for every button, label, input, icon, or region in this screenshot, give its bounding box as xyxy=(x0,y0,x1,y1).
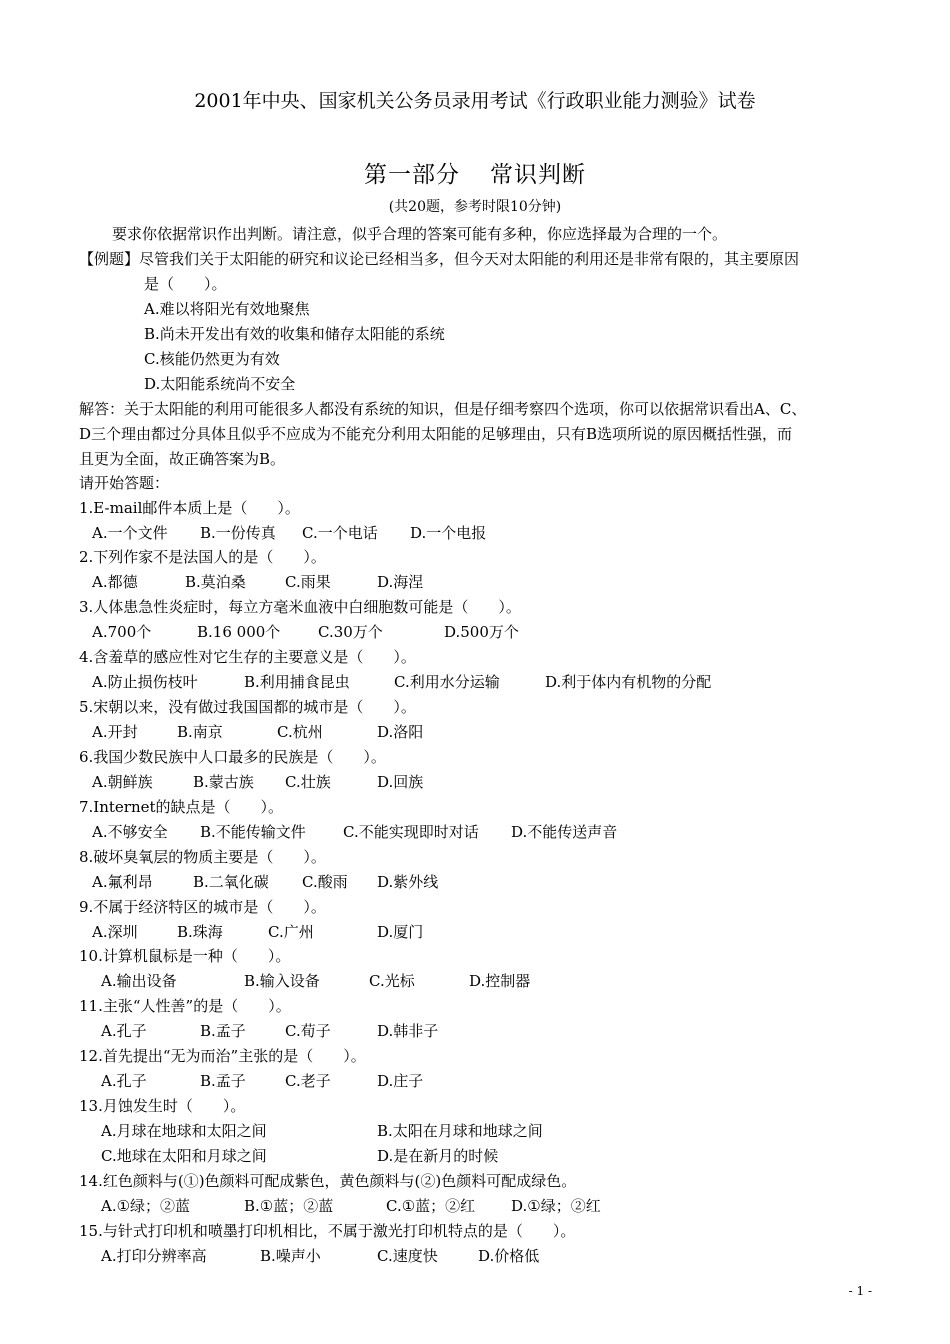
example-stem-line xyxy=(79,249,799,269)
question-option: B.莫泊桑 xyxy=(185,573,246,591)
instruction-text: 要求你依据常识作出判断。请注意，似乎合理的答案可能有多种，你应选择最为合理的一个。 xyxy=(112,225,728,243)
question-stem: 9.不属于经济特区的城市是（ ）。 xyxy=(79,898,326,916)
question-option: B.①蓝；②蓝 xyxy=(244,1197,334,1215)
question-option: A.700个 xyxy=(92,623,152,641)
question-option: B.珠海 xyxy=(177,923,223,941)
question-option: B.一份传真 xyxy=(200,524,276,542)
question-stem: 4.含羞草的感应性对它生存的主要意义是（ ）。 xyxy=(79,648,416,666)
question-option: C.广州 xyxy=(268,923,314,941)
question-option: A.深圳 xyxy=(92,923,138,941)
question-option: D.洛阳 xyxy=(377,723,424,741)
question-option: C.地球在太阳和月球之间 xyxy=(101,1147,267,1165)
question-option: A.一个文件 xyxy=(92,524,168,542)
question-option: B.输入设备 xyxy=(244,972,320,990)
question-option: C.雨果 xyxy=(285,573,331,591)
question-option: B.不能传输文件 xyxy=(200,823,306,841)
question-stem: 12.首先提出“无为而治”主张的是（ ）。 xyxy=(79,1047,366,1065)
question-option: A.输出设备 xyxy=(101,972,177,990)
question-option: D.一个电报 xyxy=(410,524,487,542)
question-option: C.一个电话 xyxy=(302,524,378,542)
document-title: 2001年中央、国家机关公务员录用考试《行政职业能力测验》试卷 xyxy=(194,90,756,112)
question-stem: 7.Internet的缺点是（ ）。 xyxy=(79,798,284,816)
answer-line: D三个理由都过分具体且似乎不应成为不能充分利用太阳能的足够理由，只有B选项所说的原因概括性强，而 xyxy=(79,425,793,443)
question-stem: 2.下列作家不是法国人的是（ ）。 xyxy=(79,548,326,566)
question-stem: 14.红色颜料与(①)色颜料可配成紫色，黄色颜料与(②)色颜料可配成绿色。 xyxy=(79,1172,577,1190)
question-option: D.厦门 xyxy=(377,923,424,941)
question-option: D.紫外线 xyxy=(377,873,439,891)
question-option: D.韩非子 xyxy=(377,1022,439,1040)
example-option-c: C.核能仍然更为有效 xyxy=(144,350,280,368)
question-option: D.利于体内有机物的分配 xyxy=(545,673,712,691)
example-stem: 尽管我们关于太阳能的研究和议论已经相当多，但今天对太阳能的利用还是非常有限的，其主要原因 xyxy=(139,250,800,268)
start-prompt: 请开始答题： xyxy=(79,474,170,492)
question-option: B.二氧化碳 xyxy=(193,873,269,891)
question-option: A.朝鲜族 xyxy=(92,773,153,791)
question-option: C.杭州 xyxy=(277,723,323,741)
question-option: D.不能传送声音 xyxy=(511,823,618,841)
question-option: C.老子 xyxy=(285,1072,331,1090)
question-stem: 6.我国少数民族中人口最多的民族是（ ）。 xyxy=(79,748,386,766)
question-option: B.噪声小 xyxy=(260,1247,321,1265)
question-option: D.庄子 xyxy=(377,1072,424,1090)
answer-line: 解答：关于太阳能的利用可能很多人都没有系统的知识，但是仔细考察四个选项，你可以依据常识看出A、C、 xyxy=(79,400,807,418)
question-option: B.利用捕食昆虫 xyxy=(244,673,350,691)
question-stem: 11.主张“人性善”的是（ ）。 xyxy=(79,997,291,1015)
question-stem: 1.E-mail邮件本质上是（ ）。 xyxy=(79,499,300,517)
section-heading xyxy=(0,156,950,189)
question-option: C.30万个 xyxy=(318,623,383,641)
example-stem-continued: 是（ ）。 xyxy=(144,275,227,293)
question-stem: 5.宋朝以来，没有做过我国国都的城市是（ ）。 xyxy=(79,698,416,716)
question-option: C.①蓝；②红 xyxy=(386,1197,476,1215)
question-stem: 13.月蚀发生时（ ）。 xyxy=(79,1097,246,1115)
question-stem: 3.人体患急性炎症时，每立方毫米血液中白细胞数可能是（ ）。 xyxy=(79,598,521,616)
question-option: B.16 000个 xyxy=(197,623,281,641)
question-option: A.打印分辨率高 xyxy=(101,1247,207,1265)
question-option: B.南京 xyxy=(177,723,223,741)
question-option: C.速度快 xyxy=(377,1247,438,1265)
question-option: A.开封 xyxy=(92,723,138,741)
question-option: A.防止损伤枝叶 xyxy=(92,673,198,691)
section-subtitle: (共20题，参考时限10分钟) xyxy=(388,199,562,215)
question-option: A.孔子 xyxy=(101,1022,147,1040)
section-part: 第一部分 xyxy=(364,162,460,188)
question-stem: 15.与针式打印机和喷墨打印机相比，不属于激光打印机特点的是（ ）。 xyxy=(79,1222,576,1240)
question-option: A.都德 xyxy=(92,573,138,591)
question-option: D.500万个 xyxy=(444,623,519,641)
question-option: C.不能实现即时对话 xyxy=(343,823,479,841)
answer-line: 且更为全面，故正确答案为B。 xyxy=(79,450,286,468)
example-option-d: D.太阳能系统尚不安全 xyxy=(144,375,296,393)
question-option: D.是在新月的时候 xyxy=(377,1147,499,1165)
question-option: D.控制器 xyxy=(469,972,531,990)
question-option: D.①绿；②红 xyxy=(511,1197,601,1215)
question-option: C.酸雨 xyxy=(302,873,348,891)
page-number: - 1 - xyxy=(848,1284,872,1298)
question-option: A.氟利昂 xyxy=(92,873,153,891)
example-option-a: A.难以将阳光有效地聚焦 xyxy=(144,300,310,318)
question-option: B.太阳在月球和地球之间 xyxy=(377,1122,543,1140)
question-option: A.不够安全 xyxy=(92,823,168,841)
question-option: C.利用水分运输 xyxy=(394,673,500,691)
question-option: B.孟子 xyxy=(200,1072,246,1090)
question-option: D.回族 xyxy=(377,773,424,791)
question-option: D.海涅 xyxy=(377,573,424,591)
question-option: A.孔子 xyxy=(101,1072,147,1090)
question-option: C.壮族 xyxy=(285,773,331,791)
example-option-b: B.尚未开发出有效的收集和储存太阳能的系统 xyxy=(144,325,445,343)
question-option: C.光标 xyxy=(369,972,415,990)
question-option: B.蒙古族 xyxy=(193,773,254,791)
question-option: C.荀子 xyxy=(285,1022,331,1040)
question-stem: 10.计算机鼠标是一种（ ）。 xyxy=(79,947,291,965)
question-option: B.孟子 xyxy=(200,1022,246,1040)
section-name: 常识判断 xyxy=(490,162,586,188)
question-stem: 8.破坏臭氧层的物质主要是（ ）。 xyxy=(79,848,326,866)
example-label: 【例题】 xyxy=(79,250,140,268)
question-option: A.月球在地球和太阳之间 xyxy=(101,1122,267,1140)
question-option: A.①绿；②蓝 xyxy=(101,1197,191,1215)
question-option: D.价格低 xyxy=(478,1247,540,1265)
